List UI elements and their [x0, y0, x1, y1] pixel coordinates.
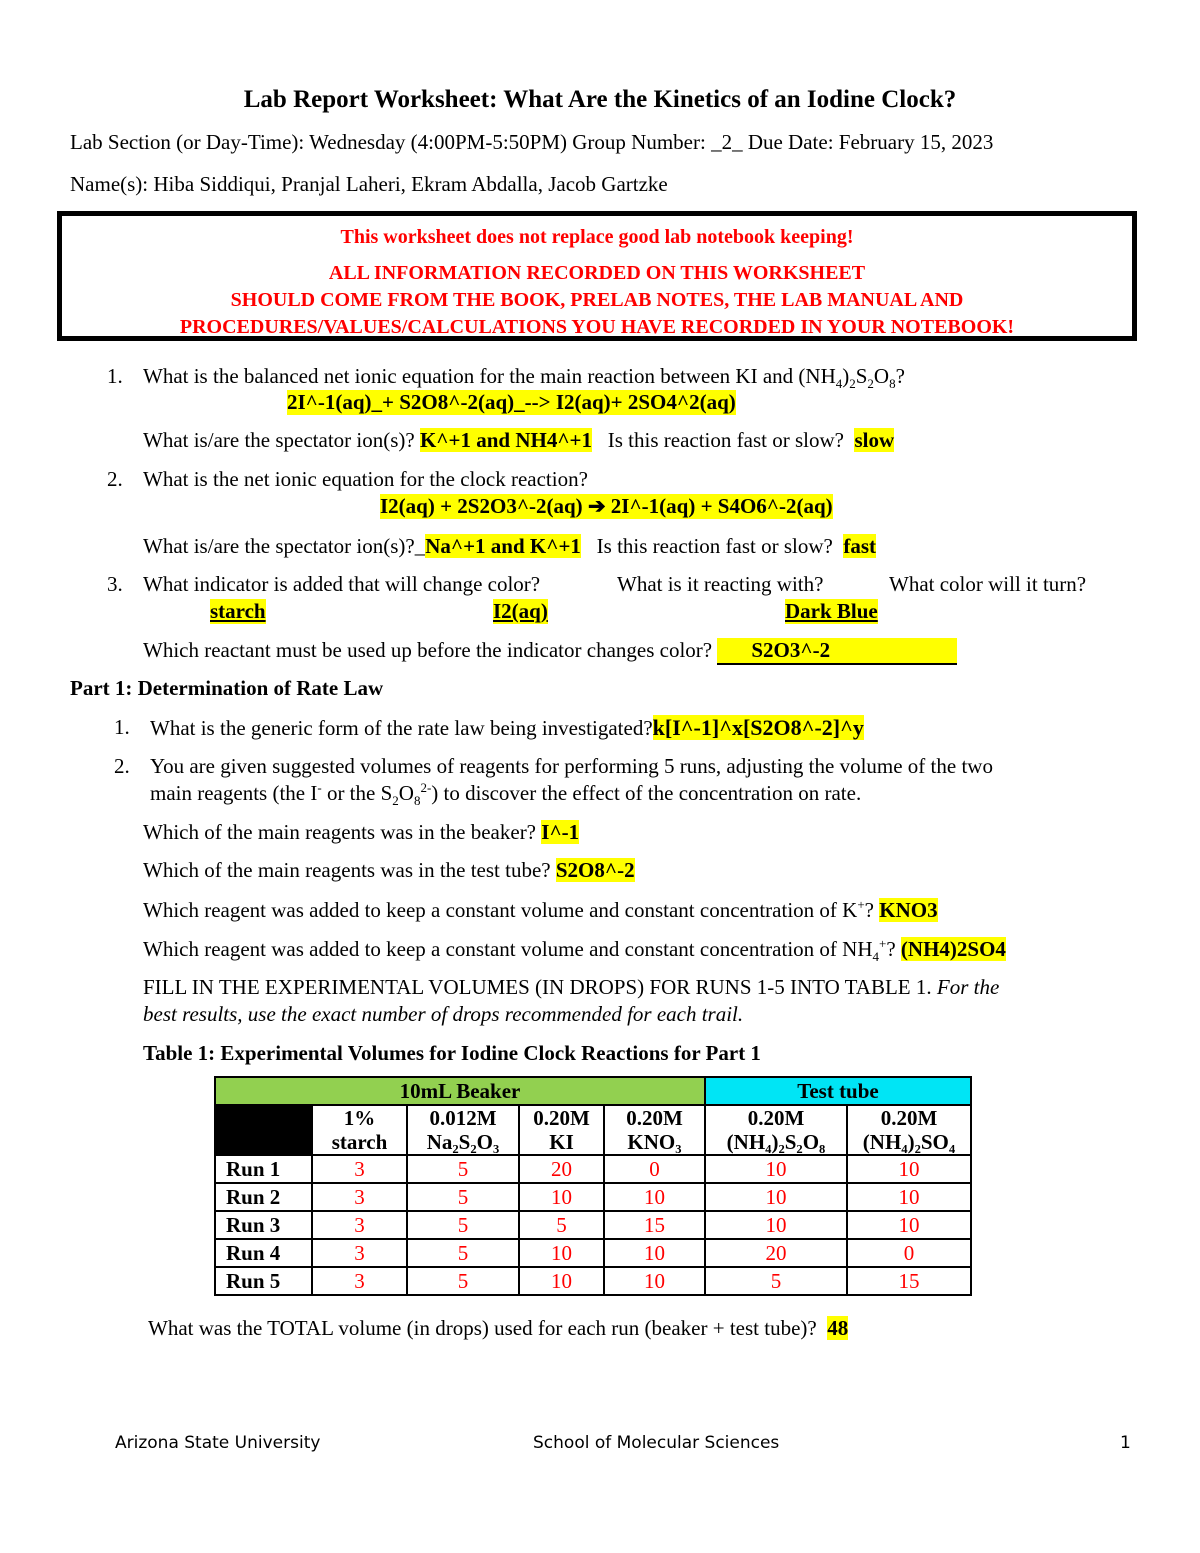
q3-answer-c: Dark Blue	[785, 599, 878, 623]
table-cell: 3	[312, 1183, 407, 1211]
table-row	[215, 1183, 971, 1211]
part1-heading: Part 1: Determination of Rate Law	[70, 676, 384, 700]
table-cell: 5	[407, 1155, 519, 1183]
total-volume-line: What was the TOTAL volume (in drops) used for each run (beaker + test tube)? 48	[148, 1316, 849, 1340]
col-header-ki: 0.20M KI	[519, 1105, 604, 1155]
beaker-reagent-answer: I^-1	[541, 820, 580, 844]
fill-instruction-line1: FILL IN THE EXPERIMENTAL VOLUMES (IN DROPS) FOR RUNS 1-5 INTO TABLE 1. For the	[143, 975, 1000, 999]
table-cell: 3	[312, 1155, 407, 1183]
table-cell: 10	[847, 1183, 971, 1211]
q1-answer: 2I^-1(aq)_+ S2O8^-2(aq)_--> I2(aq)+ 2SO4^2(aq)	[287, 390, 736, 414]
q3-reactant-answer: S2O3^-2	[717, 638, 957, 665]
table-cell: 0	[847, 1239, 971, 1267]
q2-spectator-answer: Na^+1 and K^+1	[425, 534, 581, 558]
table-cell: 5	[407, 1267, 519, 1295]
lab-section-line: Lab Section (or Day-Time): Wednesday (4:00PM-5:50PM) Group Number: _2_ Due Date: February 15, 2023	[70, 130, 994, 154]
tube-reagent-answer: S2O8^-2	[555, 858, 635, 882]
part1-q2-line1: You are given suggested volumes of reagents for performing 5 runs, adjusting the volume of the two	[150, 754, 993, 778]
part1-q2-line2: main reagents (the I- or the $S_2O_8^{2-}$) to discover the effect of the concentration on rate.	[150, 780, 862, 809]
notice-line-3: SHOULD COME FROM THE BOOK, PRELAB NOTES, THE LAB MANUAL AND	[230, 289, 964, 311]
table-cell: 0	[604, 1155, 705, 1183]
beaker-group-header: 10mL Beaker	[215, 1077, 705, 1105]
volumes-table	[214, 1076, 972, 1296]
arrow-icon: ➔	[587, 494, 606, 518]
beaker-reagent-line: Which of the main reagents was in the beaker? I^-1	[143, 820, 580, 844]
table-cell: 10	[705, 1211, 847, 1239]
q3-question-c: What color will it turn?	[889, 572, 1087, 596]
table-cell: 10	[705, 1155, 847, 1183]
table-cell: 10	[519, 1239, 604, 1267]
notice-line-4: PROCEDURES/VALUES/CALCULATIONS YOU HAVE RECORDED IN YOUR NOTEBOOK!	[179, 316, 1015, 338]
table-cell: 15	[847, 1267, 971, 1295]
table-cell: 10	[604, 1239, 705, 1267]
q1-question: What is the balanced net ionic equation for the main reaction between KI and $(NH_4)_2S_2O_8$?	[143, 364, 905, 392]
page-number: 1	[1120, 1433, 1131, 1453]
q3-answer-a: starch	[210, 599, 266, 623]
table-cell: 10	[519, 1267, 604, 1295]
footer-school: School of Molecular Sciences	[533, 1433, 780, 1453]
q2-number: 2.	[107, 467, 123, 491]
run-label: Run 2	[215, 1183, 312, 1211]
q1-spectator-line: What is/are the spectator ion(s)? K^+1 and NH4^+1 Is this reaction fast or slow? slow	[143, 428, 895, 452]
q3-number: 3.	[107, 572, 123, 596]
k-reagent-line: Which reagent was added to keep a constant volume and constant concentration of K+? KNO3	[143, 897, 938, 922]
table-cell: 10	[705, 1183, 847, 1211]
table-cell: 10	[604, 1267, 705, 1295]
table-cell: 3	[312, 1267, 407, 1295]
q3-question-a: What indicator is added that will change color?	[143, 572, 541, 596]
part1-q2-number: 2.	[114, 754, 130, 778]
table-cell: 3	[312, 1239, 407, 1267]
table-cell: 10	[604, 1183, 705, 1211]
table-cell: 20	[519, 1155, 604, 1183]
table-cell: 15	[604, 1211, 705, 1239]
table-row	[215, 1239, 971, 1267]
q3-question-b: What is it reacting with?	[617, 572, 824, 596]
q2-spectator-line: What is/are the spectator ion(s)?_Na^+1 and K^+1 Is this reaction fast or slow? fast	[143, 534, 877, 558]
col-header-nh4-2so4: 0.20M (NH₄)₂SO₄	[847, 1105, 971, 1155]
table-cell: 20	[705, 1239, 847, 1267]
q1-number: 1.	[107, 364, 123, 388]
nh4-reagent-line: Which reagent was added to keep a constant volume and constant concentration of $NH_4^+$? (NH4)2SO4	[143, 936, 1006, 965]
notice-box	[57, 211, 1137, 341]
blank-header-cell	[215, 1105, 312, 1155]
nh4-reagent-answer: (NH4)2SO4	[900, 937, 1006, 961]
q2-question: What is the net ionic equation for the clock reaction?	[143, 467, 588, 491]
table-row	[215, 1211, 971, 1239]
table-cell: 5	[407, 1239, 519, 1267]
q1-speed-answer: slow	[854, 428, 895, 452]
table-cell: 5	[407, 1211, 519, 1239]
col-header-starch: 1% starch	[312, 1105, 407, 1155]
fill-instruction-line2: best results, use the exact number of drops recommended for each trail.	[143, 1002, 744, 1026]
table-caption: Table 1: Experimental Volumes for Iodine Clock Reactions for Part 1	[143, 1041, 761, 1065]
table-cell: 5	[519, 1211, 604, 1239]
q1-spectator-answer: K^+1 and NH4^+1	[419, 428, 592, 452]
q2-speed-answer: fast	[843, 534, 877, 558]
notice-line-2: ALL INFORMATION RECORDED ON THIS WORKSHEET	[328, 262, 866, 284]
col-header-nh4-2s2o8: 0.20M (NH₄)₂S₂O₈	[705, 1105, 847, 1155]
table-cell: 10	[519, 1183, 604, 1211]
table-cell: 5	[705, 1267, 847, 1295]
col-header-kno3: 0.20M KNO₃	[604, 1105, 705, 1155]
page-title: Lab Report Worksheet: What Are the Kinetics of an Iodine Clock?	[243, 86, 957, 113]
tube-group-header: Test tube	[705, 1077, 971, 1105]
table-group-header-row	[215, 1077, 971, 1105]
k-reagent-answer: KNO3	[879, 898, 938, 922]
run-label: Run 5	[215, 1267, 312, 1295]
footer-university: Arizona State University	[115, 1433, 321, 1453]
part1-q1-line: What is the generic form of the rate law being investigated?k[I^-1]^x[S2O8^-2]^y	[150, 715, 864, 740]
total-volume-answer: 48	[827, 1316, 849, 1340]
table-cell: 10	[847, 1155, 971, 1183]
notice-line-1: This worksheet does not replace good lab notebook keeping!	[340, 226, 854, 248]
table-row	[215, 1155, 971, 1183]
run-label: Run 3	[215, 1211, 312, 1239]
table-column-header-row	[215, 1105, 971, 1155]
part1-q1-number: 1.	[114, 715, 130, 739]
table-cell: 5	[407, 1183, 519, 1211]
q3-answer-b: I2(aq)	[493, 599, 548, 623]
q3-reactant-line: Which reactant must be used up before the indicator changes color? S2O3^-2	[143, 638, 957, 665]
run-label: Run 4	[215, 1239, 312, 1267]
rate-law-answer: k[I^-1]^x[S2O8^-2]^y	[652, 715, 864, 740]
run-label: Run 1	[215, 1155, 312, 1183]
q2-answer: I2(aq) + 2S2O3^-2(aq) ➔ 2I^-1(aq) + S4O6^-2(aq)	[380, 494, 833, 518]
tube-reagent-line: Which of the main reagents was in the test tube? S2O8^-2	[143, 858, 635, 882]
col-header-na2s2o3: 0.012M Na₂S₂O₃	[407, 1105, 519, 1155]
table-row	[215, 1267, 971, 1295]
table-cell: 10	[847, 1211, 971, 1239]
names-line: Name(s): Hiba Siddiqui, Pranjal Laheri, Ekram Abdalla, Jacob Gartzke	[70, 172, 668, 196]
table-cell: 3	[312, 1211, 407, 1239]
